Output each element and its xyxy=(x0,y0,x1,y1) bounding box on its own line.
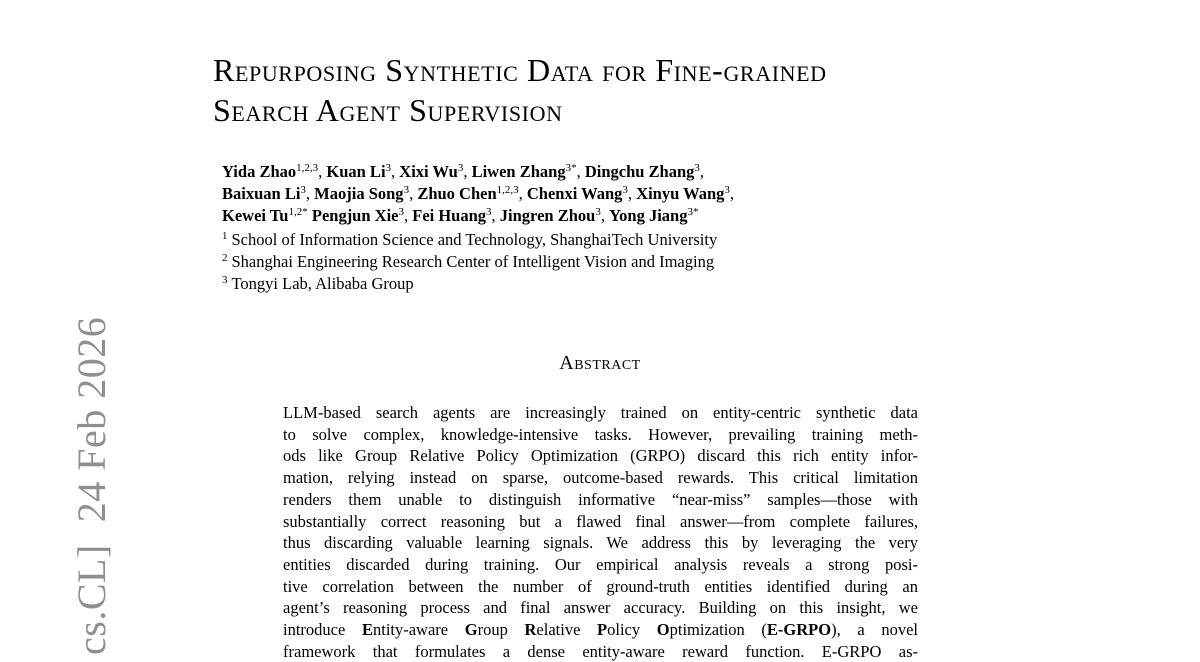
affiliation-item xyxy=(222,229,717,251)
author-separator: , xyxy=(409,184,418,203)
author-affiliation-mark: 1,2,3 xyxy=(496,184,519,196)
author-affiliation-mark: 1,2,3 xyxy=(296,162,319,174)
affiliation-item xyxy=(222,251,717,273)
author-separator: , xyxy=(463,162,472,181)
paper-title-line: Repurposing Synthetic Data for Fine-grained xyxy=(213,52,827,88)
abstract-line: to solve complex, knowledge-intensive tasks. However, prevailing training meth- xyxy=(283,424,918,444)
author-affiliation-mark: 3 xyxy=(457,162,464,174)
abstract-line: introduce Entity-aware Group Relative Policy Optimization (E-GRPO), a novel xyxy=(283,620,918,640)
abstract-line: ods like Group Relative Policy Optimization (GRPO) discard this rich entity infor- xyxy=(283,446,918,466)
affiliation-text: Shanghai Engineering Research Center of Intelligent Vision and Imaging xyxy=(231,252,715,271)
paper-title-line: Search Agent Supervision xyxy=(213,92,563,128)
arxiv-side-stamp xyxy=(0,0,114,655)
author-affiliation-mark: 3 xyxy=(403,184,410,196)
author-name: Xixi Wu xyxy=(399,162,458,181)
abstract-line: entities discarded during training. Our empirical analysis reveals a strong posi- xyxy=(283,554,918,574)
affiliation-number: 3 xyxy=(222,274,228,286)
author-affiliation-mark: 3 xyxy=(622,184,628,196)
author-name: Baixuan Li xyxy=(222,184,301,203)
abstract-body xyxy=(283,402,918,662)
affiliation-number: 1 xyxy=(222,230,228,242)
author-affiliation-mark: 3 xyxy=(724,184,730,196)
author-name: Maojia Song xyxy=(314,184,404,203)
arxiv-category: cs.CL] xyxy=(69,544,114,655)
author-name: Yida Zhao xyxy=(222,162,297,181)
author-separator: , xyxy=(729,184,734,203)
abstract-line: agent’s reasoning process and final answer accuracy. Building on this insight, we xyxy=(283,598,918,618)
author-name: Liwen Zhang xyxy=(471,162,566,181)
affiliation-text: Tongyi Lab, Alibaba Group xyxy=(231,274,414,293)
author-name: Kewei Tu xyxy=(222,206,289,225)
author-affiliation-mark: 3* xyxy=(687,206,699,218)
abstract-line: mation, relying instead on sparse, outcome-based rewards. This critical limitation xyxy=(283,468,918,488)
affiliation-text: School of Information Science and Technology, ShanghaiTech University xyxy=(231,230,718,249)
abstract-heading: Abstract xyxy=(559,352,641,374)
abstract-line: renders them unable to distinguish informative “near-miss” samples—those with xyxy=(283,489,918,509)
author-name: Yong Jiang xyxy=(609,206,688,225)
author-name: Jingren Zhou xyxy=(499,206,596,225)
author-affiliation-mark: 3 xyxy=(694,162,700,174)
author-name: Xinyu Wang xyxy=(636,184,725,203)
author-line xyxy=(222,161,1022,183)
author-affiliation-mark: 3 xyxy=(595,206,601,218)
abstract-line: framework that formulates a dense entity-aware reward function. E-GRPO as- xyxy=(283,641,918,661)
author-name: Pengjun Xie xyxy=(311,206,399,225)
author-separator: , xyxy=(576,162,585,181)
author-name: Zhuo Chen xyxy=(417,184,497,203)
author-name: Dingchu Zhang xyxy=(584,162,695,181)
author-separator: , xyxy=(627,184,637,203)
affiliation-number: 2 xyxy=(222,252,228,264)
author-separator: , xyxy=(403,206,413,225)
author-separator: , xyxy=(699,162,705,181)
abstract-line: LLM-based search agents are increasingly trained on entity-centric synthetic data xyxy=(283,403,918,422)
author-name: Chenxi Wang xyxy=(526,184,623,203)
author-affiliation-mark: 3* xyxy=(565,162,577,174)
author-list xyxy=(222,161,1022,227)
author-affiliation-mark: 3 xyxy=(385,162,392,174)
author-separator: , xyxy=(318,162,327,181)
author-separator: , xyxy=(305,184,315,203)
author-line xyxy=(222,183,1022,205)
author-separator: , xyxy=(600,206,610,225)
author-separator: , xyxy=(391,162,400,181)
paper-title xyxy=(213,50,1093,130)
affiliation-list xyxy=(222,229,717,295)
arxiv-date: 24 Feb 2026 xyxy=(69,316,114,523)
author-separator: , xyxy=(491,206,500,225)
author-affiliation-mark: 3 xyxy=(398,206,404,218)
author-separator: , xyxy=(518,184,527,203)
affiliation-item xyxy=(222,273,717,295)
author-affiliation-mark: 3 xyxy=(486,206,492,218)
author-affiliation-mark: 1,2* xyxy=(288,206,308,218)
author-name: Kuan Li xyxy=(326,162,386,181)
author-affiliation-mark: 3 xyxy=(300,184,306,196)
abstract-line: thus discarding valuable learning signals. We address this by leveraging the very xyxy=(283,533,918,553)
author-line xyxy=(222,205,1022,227)
abstract-line: tive correlation between the number of ground-truth entities identified during an xyxy=(283,576,918,596)
author-name: Fei Huang xyxy=(412,206,487,225)
abstract-line: substantially correct reasoning but a flawed final answer—from complete failures, xyxy=(283,511,918,531)
